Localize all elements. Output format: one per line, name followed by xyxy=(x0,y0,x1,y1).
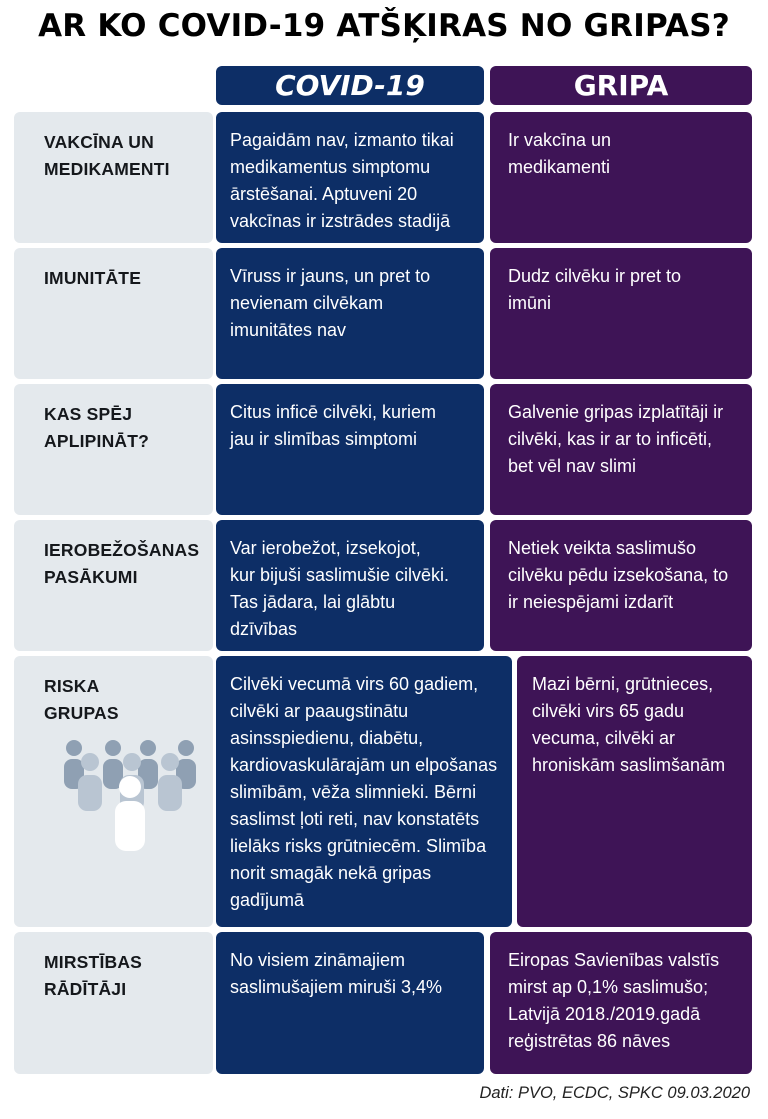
covid-transmission-cell: Citus inficē cilvēki, kuriem jau ir slimības simptomi xyxy=(216,384,484,515)
covid-vaccine-cell: Pagaidām nav, izmanto tikai medikamentus simptomu ārstēšanai. Aptuveni 20 vakcīnas ir izstrādes stadijā xyxy=(216,112,484,243)
people-group-icon xyxy=(60,735,200,855)
flu-restrictions-cell: Netiek veikta saslimušo cilvēku pēdu izsekošana, to ir neiespējami izdarīt xyxy=(490,520,752,651)
flu-mortality-cell: Eiropas Savienības valstīs mirst ap 0,1% saslimušo; Latvijā 2018./2019.gadā reģistrētas 86 nāves xyxy=(490,932,752,1074)
flu-column-header: GRIPA xyxy=(490,66,752,105)
covid-restrictions-cell: Var ierobežot, izsekojot, kur bijuši saslimušie cilvēki. Tas jādara, lai glābtu dzīvības xyxy=(216,520,484,651)
flu-vaccine-cell: Ir vakcīna un medikamenti xyxy=(490,112,752,243)
covid-immunity-cell: Vīruss ir jauns, un pret to nevienam cilvēkam imunitātes nav xyxy=(216,248,484,379)
row-label-risk-groups: RISKA GRUPAS xyxy=(14,656,213,927)
row-label-vaccine: VAKCĪNA UN MEDIKAMENTI xyxy=(14,112,213,243)
covid-column-header: COVID-19 xyxy=(216,66,484,105)
row-label-restrictions: IEROBEŽOŠANAS PASĀKUMI xyxy=(14,520,213,651)
covid-mortality-cell: No visiem zināmajiem saslimušajiem miruši 3,4% xyxy=(216,932,484,1074)
row-label-mortality: MIRSTĪBAS RĀDĪTĀJI xyxy=(14,932,213,1074)
flu-risk-groups-cell: Mazi bērni, grūtnieces, cilvēki virs 65 gadu vecuma, cilvēki ar hroniskām saslimšanām xyxy=(517,656,752,927)
data-source: Dati: PVO, ECDC, SPKC 09.03.2020 xyxy=(479,1084,750,1102)
row-label-transmission: KAS SPĒJ APLIPINĀT? xyxy=(14,384,213,515)
flu-immunity-cell: Dudz cilvēku ir pret to imūni xyxy=(490,248,752,379)
covid-risk-groups-cell: Cilvēki vecumā virs 60 gadiem, cilvēki ar paaugstinātu asinsspiedienu, diabētu, kardiovaskulārajām un elpošanas slimībām, vēža slimnieki. Bērni saslimst ļoti reti, nav konstatēts lielāks risks grūtniecēm. Slimība norit smagāk nekā gripas gadījumā xyxy=(216,656,512,927)
row-label-immunity: IMUNITĀTE xyxy=(14,248,213,379)
page-title: AR KO COVID-19 ATŠĶIRAS NO GRIPAS? xyxy=(38,8,730,44)
flu-transmission-cell: Galvenie gripas izplatītāji ir cilvēki, kas ir ar to inficēti, bet vēl nav slimi xyxy=(490,384,752,515)
